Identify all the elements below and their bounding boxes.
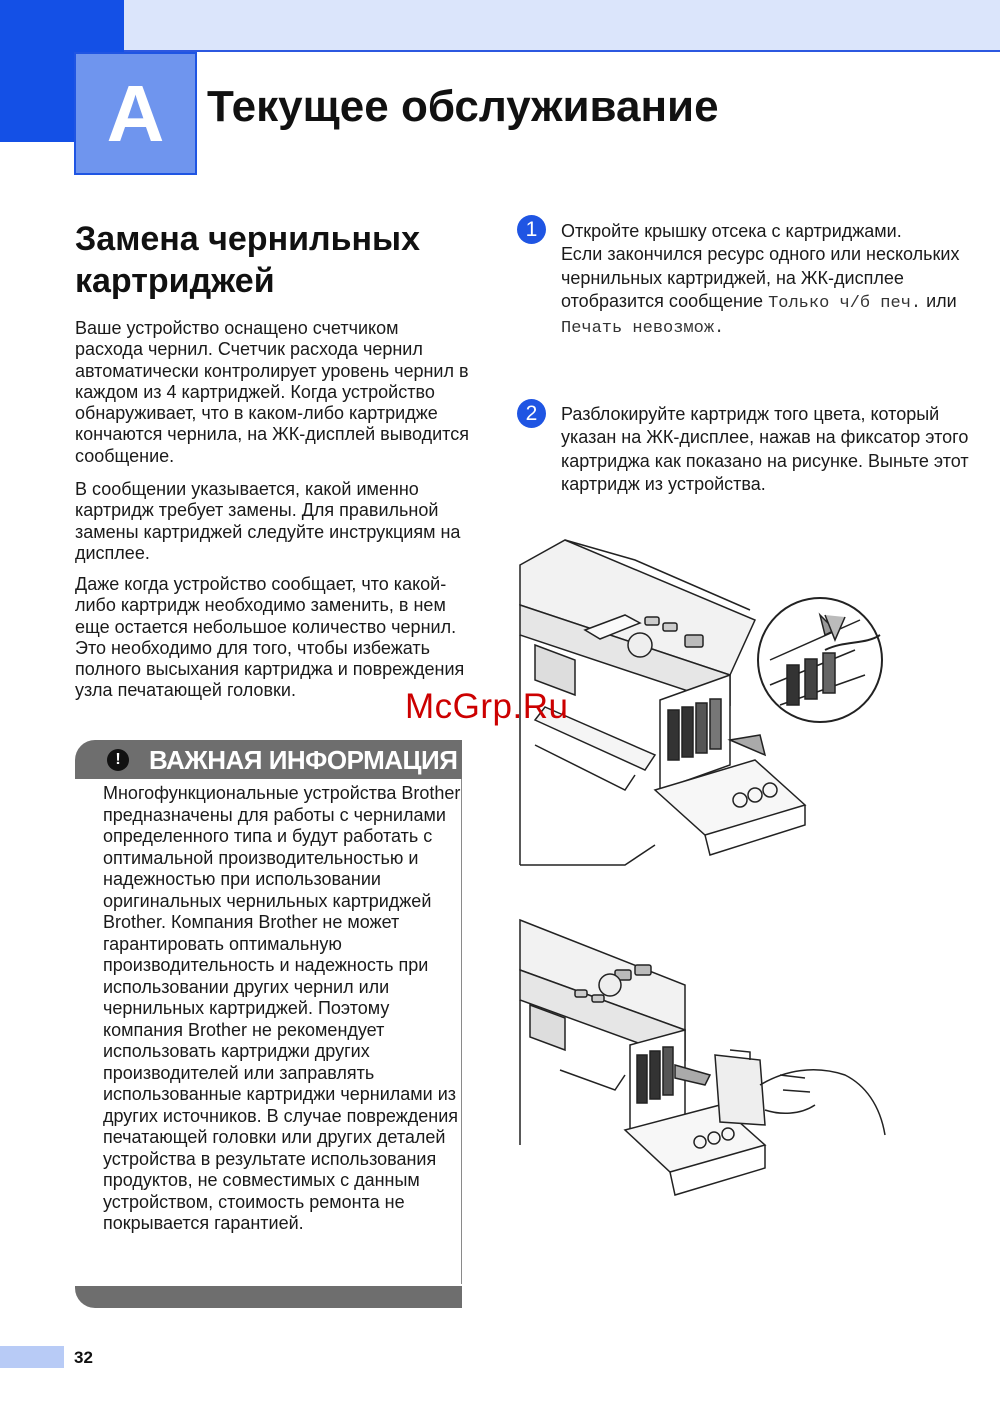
step-1-sub-text: Если закончился ресурс одного или нескольких чернильных картриджей, на ЖК-дисплее отобразится сообщение [561,244,960,311]
body-paragraph-1: Ваше устройство оснащено счетчиком расхода чернил. Счетчик расхода чернил автоматически контролирует уровень чернил в каждом из 4 картриджей. Когда устройство обнаруживает, что в каком-либо картридже кончаются чернила, на ЖК-дисплей выводится сообщение. [75,318,469,466]
important-notice-header [75,740,462,779]
page-number: 32 [74,1348,93,1367]
step-2-number: 2 [517,399,546,428]
section-title: Замена чернильных картриджей [75,220,420,300]
important-notice-footer [75,1286,462,1308]
page-tab [0,1346,64,1368]
lcd-message-1: Только ч/б печ. [768,293,922,313]
important-notice-text: Многофункциональные устройства Brother предназначены для работы с чернилами определенного типа и будут работать с оптимальной производительностью и надежностью при использовании оригинальных чернильных картриджей Brother. Компания Brother не может гарантировать оптимальную производительность и надежность при использовании других чернил или чернильных картриджей. Поэтому компания Brother не рекомендует использовать картриджи других производителей или заправлять использованные картриджи чернилами из других источников. В случае повреждения печатающей головки или других деталей устройства в результате использования продуктов, не совместимых с данным устройством, стоимость ремонта не покрывается гарантией. [103,783,461,1233]
watermark: McGrp.Ru [405,687,569,726]
chapter-title: Текущее обслуживание [207,82,719,131]
body-paragraph-3: Даже когда устройство сообщает, что какой-либо картридж необходимо заменить, в нем еще остается небольшое количество чернил. Это необходимо для того, чтобы избежать полного высыхания картриджа и повреждения узла печатающей головки. [75,574,465,701]
body-paragraph-2: В сообщении указывается, какой именно картридж требует замены. Для правильной замены картриджей следуйте инструкциям на дисплее. [75,479,461,563]
important-notice-border [461,779,462,1284]
step-1-main-text: Откройте крышку отсека с картриджами. [561,221,902,241]
remove-cartridge-illustration [515,910,900,1205]
step-1-number: 1 [517,215,546,244]
important-notice-title: ВАЖНАЯ ИНФОРМАЦИЯ [149,745,458,775]
step-2-text: Разблокируйте картридж того цвета, который указан на ЖК-дисплее, нажав на фиксатор этого картриджа как показано на рисунке. Выньте этот картридж из устройства. [561,404,969,494]
step-1-text [561,220,981,340]
header-band [124,0,1000,52]
step-1-connector: или [926,290,957,311]
printer-open-cover-illustration [515,535,900,875]
lcd-message-2: Печать невозмож. [561,319,725,339]
chapter-letter: A [106,68,165,158]
warning-icon: ! [107,749,129,771]
chapter-badge [74,52,197,175]
